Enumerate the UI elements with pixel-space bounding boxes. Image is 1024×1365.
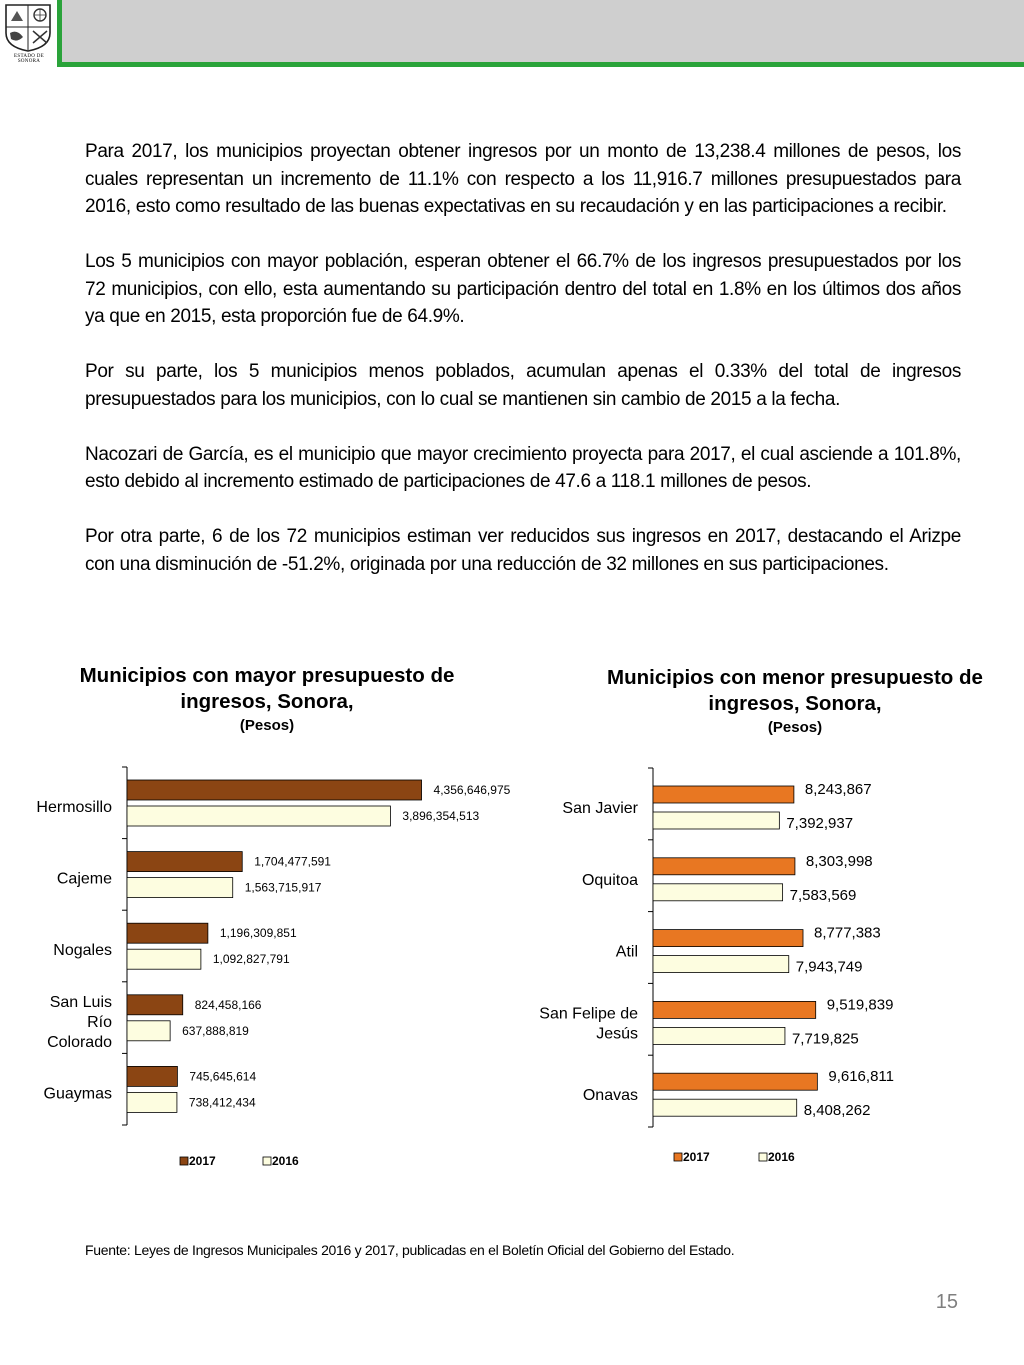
chart-1-category-label-4: Guaymas — [43, 1085, 112, 1103]
chart-2-data-label-2016-0: 7,392,937 — [786, 815, 854, 832]
chart-1-data-label-2016-4: 738,412,434 — [188, 1095, 256, 1110]
chart-2-bar-2016-2 — [653, 956, 789, 973]
chart-1-category-label-1: Cajeme — [56, 870, 112, 888]
chart-1-data-label-2016-0: 3,896,354,513 — [402, 809, 480, 823]
chart-2-title: Municipios con menor presupuesto de ingresos, Sonora, — [607, 666, 983, 715]
chart-2-category-label-0: San Javier — [562, 800, 638, 817]
chart-1-data-label-2017-3: 824,458,166 — [194, 997, 262, 1012]
chart-2-bar-2017-3 — [653, 1001, 816, 1018]
chart-1-category-label-3: San Luis Río Colorado — [47, 993, 112, 1051]
chart-1-category-label-0: Hermosillo — [36, 799, 112, 816]
paragraph-4: Nacozari de García, es el municipio que mayor crecimiento proyecta para 2017, el cual asciende a 101.8%, esto debido al incremento estimado de participaciones de 47.6 a 118.1 millones de pesos. — [85, 443, 961, 492]
chart-2-category-label-1: Oquitoa — [581, 871, 638, 889]
chart-2-bar-2016-3 — [653, 1027, 785, 1044]
chart-2-legend-label-2017: 2017 — [683, 1150, 710, 1164]
chart-2-data-label-2016-2: 7,943,749 — [795, 958, 863, 976]
chart-2-unit: (Pesos) — [767, 719, 823, 736]
chart-2-bar-2016-1 — [653, 884, 783, 901]
chart-2-data-label-2017-3: 9,519,839 — [826, 996, 894, 1014]
chart-2-legend-swatch-2017 — [674, 1153, 682, 1161]
chart-2-data-label-2016-1: 7,583,569 — [789, 886, 857, 904]
paragraph-2: Los 5 municipios con mayor población, esperan obtener el 66.7% de los ingresos presupuestados por los 72 municipios, con ello, esta aumentando su participación dentro del total en 1.8% en los últimos dos años ya que en 2015, esta proporción fue de 64.9%. — [85, 251, 961, 327]
chart-2-bar-2016-0 — [653, 812, 779, 829]
paragraph-5: Por otra parte, 6 de los 72 municipios estiman ver reducidos sus ingresos en 2017, destacando el Arizpe con una disminución de -51.2%, originada por una reducción de 32 millones en sus participaciones. — [85, 526, 961, 575]
chart-2-data-label-2016-3: 7,719,825 — [791, 1030, 859, 1048]
chart-2-data-label-2017-1: 8,303,998 — [805, 852, 873, 870]
chart-2-data-label-2017-4: 9,616,811 — [828, 1068, 894, 1086]
chart-1-legend-label-2017: 2017 — [189, 1154, 216, 1168]
chart-2-data-label-2016-4: 8,408,262 — [803, 1102, 871, 1120]
chart-1-data-label-2016-3: 637,888,819 — [182, 1023, 249, 1038]
chart-2-legend-swatch-2016 — [759, 1153, 767, 1161]
chart-1-data-label-2017-4: 745,645,614 — [189, 1069, 257, 1084]
chart-2-bar-2017-2 — [653, 930, 803, 947]
paragraph-3: Por su parte, los 5 municipios menos poblados, acumulan apenas el 0.33% del total de ingresos presupuestados para los municipios, con lo cual se mantienen sin cambio de 2015 a la fecha. — [85, 361, 961, 410]
chart-2-category-label-2: Atil — [615, 943, 638, 961]
chart-1-data-label-2017-0: 4,356,646,975 — [433, 783, 511, 797]
chart-2-category-label-3: San Felipe de Jesús — [539, 1005, 638, 1043]
chart-2-bar-2017-0 — [653, 786, 794, 803]
chart-2-bar-2017-4 — [653, 1073, 817, 1090]
chart-1-data-label-2016-2: 1,092,827,791 — [212, 952, 290, 967]
chart-1-unit: (Pesos) — [239, 717, 295, 734]
chart-2-bar-2017-1 — [653, 858, 795, 875]
source-note: Fuente: Leyes de Ingresos Municipales 2016 y 2017, publicadas en el Boletín Oficial del Gobierno del Estado. — [85, 1242, 735, 1258]
chart-1-legend-label-2016: 2016 — [272, 1154, 299, 1168]
logo-caption: ESTADO DE SONORA — [14, 54, 44, 64]
chart-1-title: Municipios con mayor presupuesto de ingresos, Sonora, — [79, 664, 455, 713]
chart-2-category-label-4: Onavas — [582, 1087, 638, 1105]
chart-1-data-label-2017-2: 1,196,309,851 — [219, 926, 297, 941]
chart-1-category-label-2: Nogales — [53, 942, 112, 960]
chart-2-data-label-2017-0: 8,243,867 — [804, 781, 872, 798]
chart-1-data-label-2017-1: 1,704,477,591 — [254, 854, 331, 869]
chart-2-bar-2016-4 — [653, 1099, 797, 1116]
chart-2-data-label-2017-2: 8,777,383 — [814, 924, 881, 942]
chart-2-legend-label-2016: 2016 — [768, 1150, 795, 1164]
page-number: 15 — [935, 1291, 958, 1313]
paragraph-1: Para 2017, los municipios proyectan obtener ingresos por un monto de 13,238.4 millones de pesos, los cuales representan un incremento de 11.1% con respecto a los 11,916.7 millones presupuestados para 2016, esto como resultado de las buenas expectativas en su recaudación y en las participaciones a recibir. — [85, 141, 961, 217]
chart-1-data-label-2016-1: 1,563,715,917 — [244, 880, 322, 895]
